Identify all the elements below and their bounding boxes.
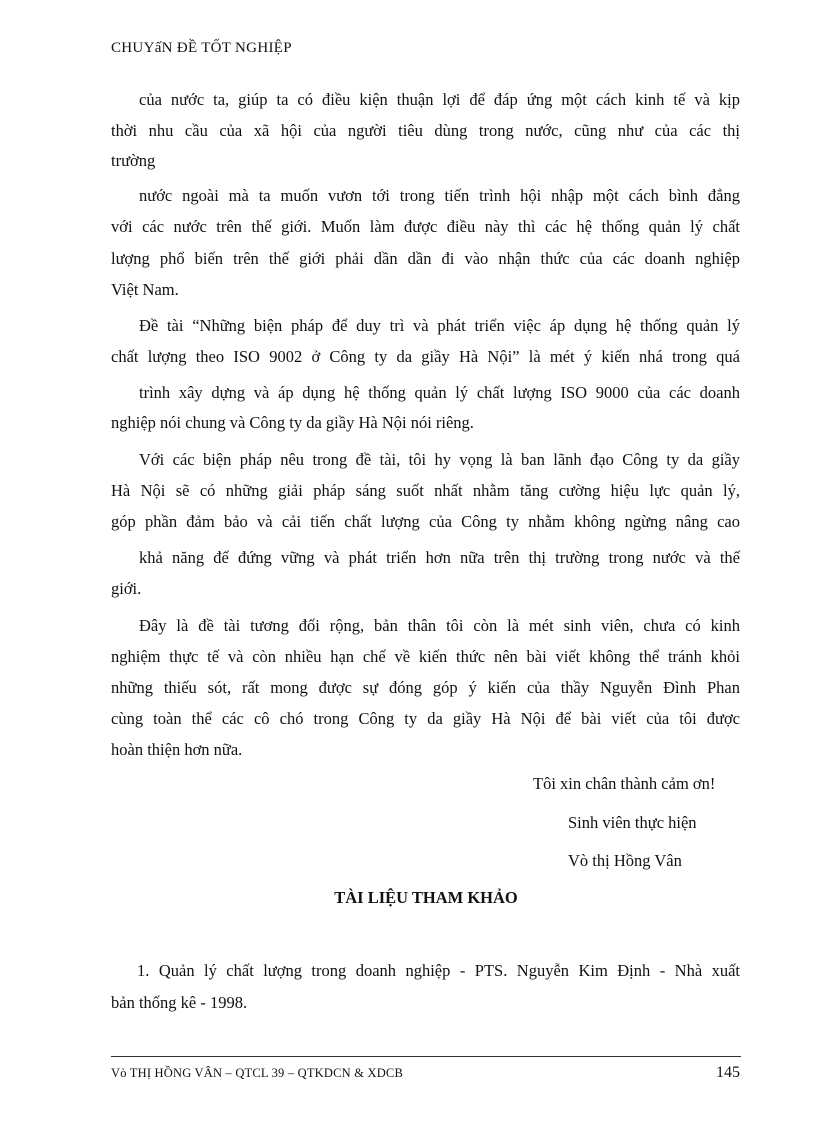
closing-thanks: Tôi xin chân thành cảm ơn! <box>533 774 716 793</box>
body-line: cùng toàn thể các cô chó trong Công ty da giầy Hà Nội để bài viết của tôi được <box>111 709 740 728</box>
body-line: nghiệm thực tế và còn nhiều hạn chế về kiến thức nên bài viết không thể tránh khỏi <box>111 647 740 666</box>
body-line: Hà Nội sẽ có những giải pháp sáng suốt nhất nhằm tăng cường hiệu lực quản lý, <box>111 481 740 500</box>
body-line: nghiệp nói chung và Công ty da giầy Hà Nội nói riêng. <box>111 413 474 432</box>
reference-line: bản thống kê - 1998. <box>111 993 248 1012</box>
body-line: thời nhu cầu của xã hội của người tiêu dùng trong nước, cũng như của các thị <box>111 121 740 140</box>
body-line: của nước ta, giúp ta có điều kiện thuận lợi để đáp ứng một cách kinh tế và kịp <box>139 90 740 109</box>
body-line: với các nước trên thế giới. Muốn làm được điều này thì các hệ thống quản lý chất <box>111 217 740 236</box>
body-line: khả năng để đứng vững và phát triển hơn nữa trên thị trường trong nước và thế <box>139 548 740 567</box>
body-line: Với các biện pháp nêu trong đề tài, tôi hy vọng là ban lãnh đạo Công ty da giầy <box>139 450 740 469</box>
page-header-title: CHUYấN ĐỀ TỐT NGHIỆP <box>111 40 292 56</box>
body-line: giới. <box>111 579 142 598</box>
signature-role: Sinh viên thực hiện <box>568 813 697 832</box>
body-line: lượng phổ biến trên thế giới phải dần dần đi vào nhận thức của các doanh nghiệp <box>111 249 740 268</box>
references-heading: TÀI LIỆU THAM KHẢO <box>334 888 518 907</box>
body-line: hoàn thiện hơn nữa. <box>111 740 243 759</box>
body-line: Việt Nam. <box>111 280 179 299</box>
page-number: 145 <box>716 1064 740 1081</box>
reference-line: 1. Quản lý chất lượng trong doanh nghiệp - PTS. Nguyễn Kim Định - Nhà xuất <box>137 961 740 980</box>
signature-name: Vò thị Hồng Vân <box>568 851 682 870</box>
body-line: Đề tài “Những biện pháp để duy trì và phát triển việc áp dụng hệ thống quản lý <box>139 316 740 335</box>
body-line: trình xây dựng và áp dụng hệ thống quản lý chất lượng ISO 9000 của các doanh <box>139 383 740 402</box>
footer-author-info: Vò THỊ HỒNG VÂN – QTCL 39 – QTKDCN & XDCB <box>111 1066 403 1080</box>
body-line: chất lượng theo ISO 9002 ở Công ty da giầy Hà Nội” là mét ý kiến nhá trong quá <box>111 347 740 366</box>
body-line: trường <box>111 151 156 170</box>
footer-divider <box>111 1056 741 1057</box>
body-line: góp phần đảm bảo và cải tiến chất lượng của Công ty nhằm không ngừng nâng cao <box>111 512 740 531</box>
body-line: những thiếu sót, rất mong được sự đóng góp ý kiến của thầy Nguyễn Đình Phan <box>111 678 740 697</box>
body-line: Đây là đề tài tương đối rộng, bản thân tôi còn là mét sinh viên, chưa có kinh <box>139 616 740 635</box>
body-line: nước ngoài mà ta muốn vươn tới trong tiến trình hội nhập một cách bình đẳng <box>139 186 740 205</box>
